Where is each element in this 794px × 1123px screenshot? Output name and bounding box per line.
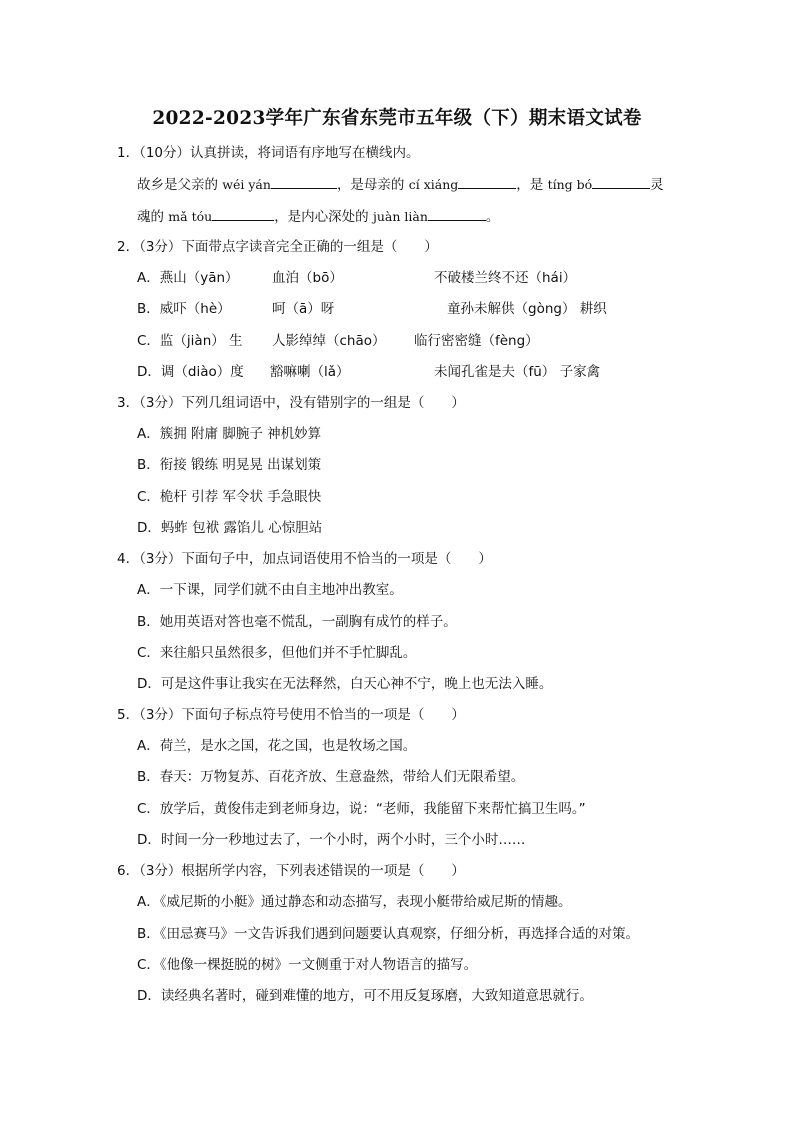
q1-line-2 [137, 207, 499, 226]
q2-option-d-2: 豁嘛喇（lǎ） [270, 364, 350, 380]
q2-option-d-3: 未闻孔雀是夫（fū） 子家禽 [434, 364, 601, 380]
q2-option-b-3: 童孙未解供（gòng） 耕织 [447, 301, 607, 317]
q3-option-c: C．桅杆 引荐 军令状 手急眼快 [137, 489, 322, 505]
q2-option-b-1: B．威吓（hè） [137, 301, 231, 317]
q1-text: ，是内心深处的 [274, 209, 373, 225]
q4-option-b: B．她用英语对答也毫不慌乱，一副胸有成竹的样子。 [137, 614, 457, 630]
q2-option-a-3: 不破楼兰终不还（hái） [434, 270, 577, 286]
q5-option-b: B．春天：万物复苏、百花齐放、生意盎然，带给人们无限希望。 [137, 769, 525, 785]
q1-blank-1[interactable] [271, 175, 337, 189]
q1-text: ，是 [516, 177, 548, 193]
q4-stem: 4．（3分）下面句子中，加点词语使用不恰当的一项是（ ） [117, 551, 492, 567]
q5-option-a: A．荷兰，是水之国，花之国，也是牧场之国。 [137, 738, 417, 754]
q1-pinyin-4: mǎ tóu [168, 209, 213, 224]
q1-text: ，是母亲的 [336, 177, 409, 193]
q1-pinyin-5: juàn liàn [372, 209, 428, 224]
q4-option-c: C．来往船只虽然很多，但他们并不手忙脚乱。 [137, 645, 417, 661]
q2-stem: 2．（3分）下面带点字读音完全正确的一组是（ ） [117, 239, 438, 255]
q1-blank-2[interactable] [458, 175, 516, 189]
q1-pinyin-2: cí xiáng [408, 177, 459, 192]
q2-option-b-2: 呵（ā）呀 [272, 301, 335, 317]
q2-option-c-1: C．监（jiàn） 生 [137, 333, 243, 349]
q1-pinyin-3: tíng bó [547, 177, 593, 192]
q1-text: 故乡是父亲的 [137, 177, 223, 193]
q1-blank-3[interactable] [592, 175, 650, 189]
q6-stem: 6．（3分）根据所学内容，下列表述错误的一项是（ ） [117, 863, 465, 879]
q6-option-c: C．《他像一棵挺脱的树》一文侧重于对人物语言的描写。 [137, 957, 478, 973]
q1-text: 。 [485, 209, 500, 225]
q2-option-c-2: 人影绰绰（chāo） [272, 333, 386, 349]
q4-option-d: D．可是这件事让我实在无法释然，白天心神不宁，晚上也无法入睡。 [137, 676, 553, 692]
q6-option-d: D．读经典名著时，碰到难懂的地方，可不用反复琢磨，大致知道意思就行。 [137, 988, 593, 1004]
q6-option-a: A．《威尼斯的小艇》通过静态和动态描写，表现小艇带给威尼斯的情趣。 [137, 894, 572, 910]
q2-option-d-1: D．调（diào）度 [137, 364, 244, 380]
q2-option-a-2: 血泊（bō） [272, 270, 343, 286]
q1-text: 灵 [650, 177, 664, 193]
q3-option-d: D．蚂蚱 包袱 露馅儿 心惊胆站 [137, 520, 323, 536]
q2-option-a-1: A．燕山（yān） [137, 270, 239, 286]
q6-option-b: B．《田忌赛马》一文告诉我们遇到问题要认真观察，仔细分析，再选择合适的对策。 [137, 926, 640, 942]
q2-option-c-3: 临行密密缝（fèng） [414, 333, 539, 349]
q4-option-a: A．一下课，同学们就不由自主地冲出教室。 [137, 582, 403, 598]
q3-option-a: A．簇拥 附庸 脚腕子 神机妙算 [137, 426, 322, 442]
q5-option-c: C．放学后，黄俊伟走到老师身边，说：“老师，我能留下来帮忙搞卫生吗。” [137, 801, 586, 817]
q1-pinyin-1: wéi yán [222, 177, 271, 192]
q1-stem: 1．（10分）认真拼读，将词语有序地写在横线内。 [117, 145, 420, 161]
exam-title: 2022-2023学年广东省东莞市五年级（下）期末语文试卷 [152, 108, 642, 129]
q3-option-b: B．衔接 锻练 明晃晃 出谋划策 [137, 457, 322, 473]
q5-stem: 5．（3分）下面句子标点符号使用不恰当的一项是（ ） [117, 707, 465, 723]
q1-line-1 [137, 175, 664, 194]
q5-option-d: D．时间一分一秒地过去了，一个小时，两个小时，三个小时…… [137, 832, 526, 848]
q1-blank-5[interactable] [428, 207, 486, 221]
q3-stem: 3．（3分）下列几组词语中，没有错别字的一组是（ ） [117, 395, 465, 411]
q1-blank-4[interactable] [212, 207, 274, 221]
q1-text: 魂的 [137, 209, 169, 225]
